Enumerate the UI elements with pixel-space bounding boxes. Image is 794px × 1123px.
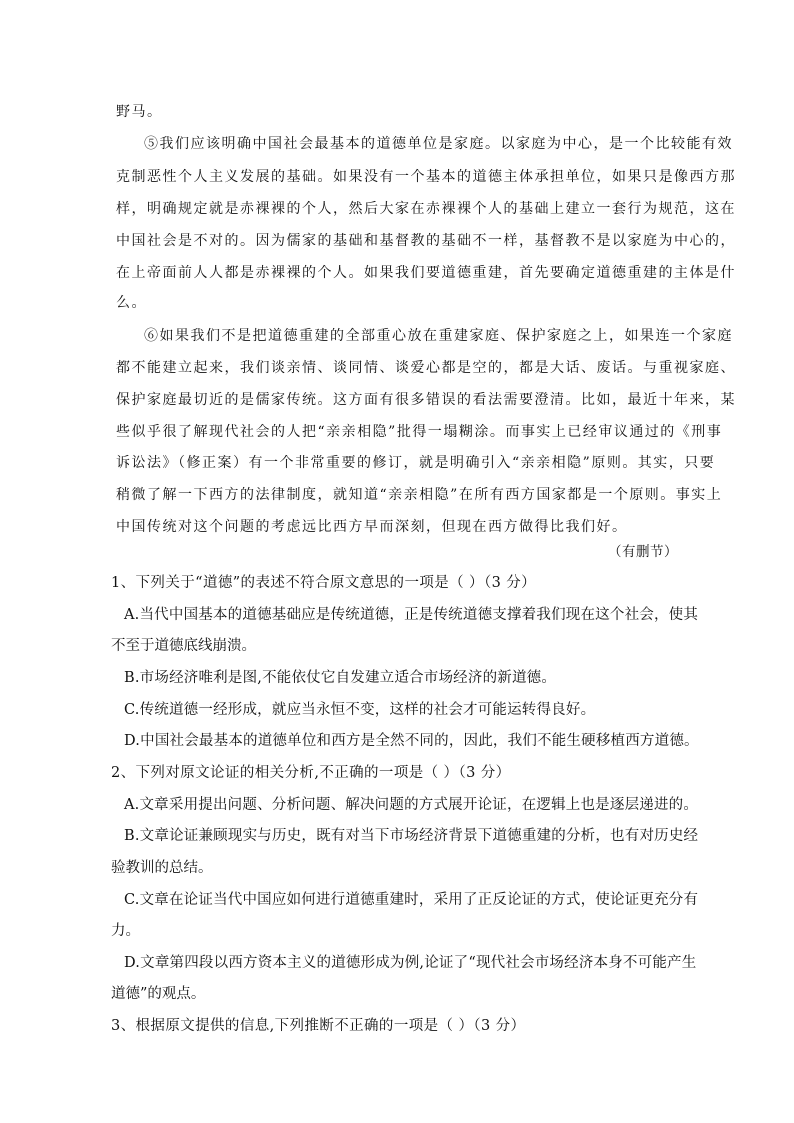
question-2-option-b-cont: 验教训的总结。 [111,860,213,876]
question-2-option-a: A.文章采用提出问题、分析问题、解决问题的方式展开论证，在逻辑上也是逐层递进的。 [124,797,699,813]
question-2-option-b: B.文章论证兼顾现实与历史，既有对当下市场经济背景下道德重建的分析，也有对历史经 [124,828,699,844]
passage-line: 么。 [116,295,147,311]
passage-line: 中国传统对这个问题的考虑远比西方早而深刻，但现在西方做得比我们好。 [116,519,628,535]
passage-line: 保护家庭最切近的是儒家传统。这方面有很多错误的看法需要澄清。比如，最近十年来，某 [116,392,736,408]
passage-line: 样，明确规定就是赤裸裸的个人，然后大家在赤裸裸个人的基础上建立一套行为规范，这在 [116,201,736,217]
question-2-option-d-cont: 道德”的观点。 [111,986,206,1002]
passage-line: 中国社会是不对的。因为儒家的基础和基督教的基础不一样，基督教不是以家庭为中心的， [116,233,736,249]
passage-line: 稍微了解一下西方的法律制度，就知道“亲亲相隐”在所有西方国家都是一个原则。事实上 [116,487,723,503]
question-1-option-d: D.中国社会最基本的道德单位和西方是全然不同的，因此，我们不能生硬移植西方道德。 [124,733,699,749]
passage-paragraph-5-start: ⑤我们应该明确中国社会最基本的道德单位是家庭。以家庭为中心，是一个比较能有效 [144,136,733,152]
passage-line: 野马。 [116,104,163,120]
abridged-note: （有删节） [608,544,678,560]
passage-line: 些似乎很了解现代社会的人把“亲亲相隐”批得一塌糊涂。而事实上已经审议通过的《刑事 [116,424,723,440]
question-1-option-a-cont: 不至于道德底线崩溃。 [111,638,256,654]
passage-line: 克制恶性个人主义发展的基础。如果没有一个基本的道德主体承担单位，如果只是像西方那 [116,169,736,185]
question-1-option-c: C.传统道德一经形成，就应当永恒不变，这样的社会才可能运转得良好。 [124,702,596,718]
question-1-stem: 1、下列关于“道德”的表述不符合原文意思的一项是（ ）（3 分） [111,575,537,591]
passage-line: 都不能建立起来，我们谈亲情、谈同情、谈爱心都是空的，都是大话、废话。与重视家庭、 [116,360,736,376]
passage-line: 诉讼法》（修正案）有一个非常重要的修订，就是明确引入“亲亲相隐”原则。其实，只要 [116,455,716,471]
question-2-option-d: D.文章第四段以西方资本主义的道德形成为例,论证了“现代社会市场经济本身不可能产生 [124,955,697,971]
question-2-option-c: C.文章在论证当代中国应如何进行道德重建时，采用了正反论证的方式，使论证更充分有 [124,892,699,908]
question-2-option-c-cont: 力。 [111,923,140,939]
question-1-option-b: B.市场经济唯利是图,不能依仗它自发建立适合市场经济的新道德。 [124,670,557,686]
passage-line: 在上帝面前人人都是赤裸裸的个人。如果我们要道德重建，首先要确定道德重建的主体是什 [116,265,736,281]
question-2-stem: 2、下列对原文论证的相关分析,不正确的一项是（ ）（3 分） [111,765,511,781]
question-1-option-a: A.当代中国基本的道德基础应是传统道德，正是传统道德支撑着我们现在这个社会，使其 [124,607,699,623]
passage-paragraph-6-start: ⑥如果我们不是把道德重建的全部重心放在重建家庭、保护家庭之上，如果连一个家庭 [144,328,733,344]
question-3-stem: 3、根据原文提供的信息,下列推断不正确的一项是（ ）（3 分） [111,1018,526,1034]
